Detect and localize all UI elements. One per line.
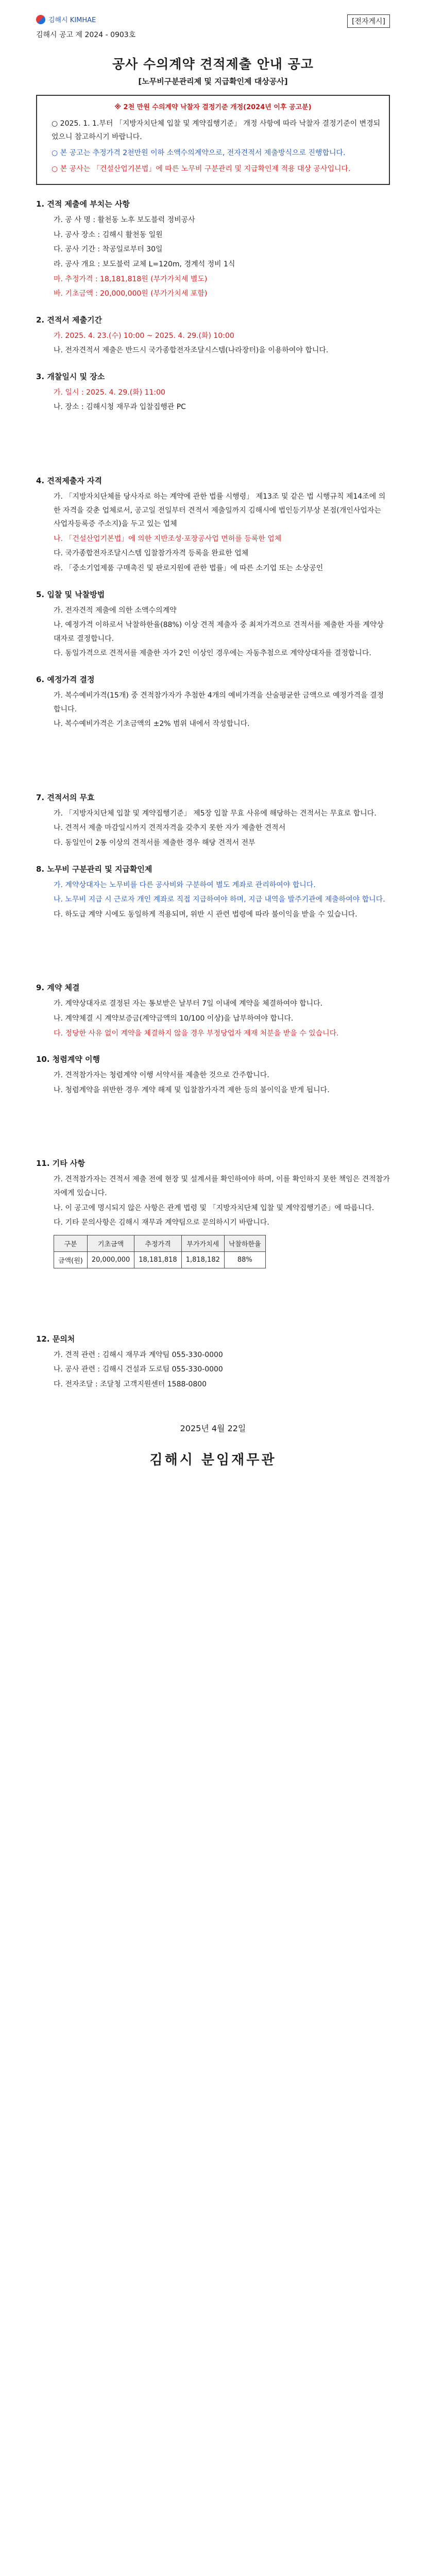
table-cell: 88% <box>224 1251 265 1268</box>
section-item: 나. 장소 : 김해시청 재무과 입찰집행관 PC <box>54 403 186 412</box>
section-heading: 11. 기타 사항 <box>36 1159 85 1168</box>
table-header-cell: 추정가격 <box>134 1235 181 1251</box>
section-item: 다. 기타 문의사항은 김해시 재무과 계약팀으로 문의하시기 바랍니다. <box>54 1218 269 1227</box>
table-row <box>54 1251 266 1268</box>
section-item: 나. 전자견적서 제출은 반드시 국가종합전자조달시스템(나라장터)을 이용하여야 합니다. <box>54 346 329 355</box>
section-item: 가. 견적참가자는 청렴계약 이행 서약서를 제출한 것으로 간주합니다. <box>54 1071 269 1080</box>
section-item: 바. 기초금액 : 20,000,000원 (부가가치세 포함) <box>54 290 208 298</box>
contact-item: 다. 전자조달 : 조달청 고객지원센터 1588-0800 <box>54 1380 207 1388</box>
notice-line: ○ 본 공고는 추정가격 2천만원 이하 소액수의계약으로, 전자견적서 제출방식으로 진행합니다. <box>52 148 346 157</box>
org-logo <box>36 14 135 24</box>
table-header-cell: 기초금액 <box>87 1235 134 1251</box>
section-item: 가. 견적참가자는 견적서 제출 전에 현장 및 설계서를 확인하여야 하며, 이를 확인하지 못한 책임은 견적참가자에게 있습니다. <box>54 1175 390 1197</box>
announcement-date: 2025년 4월 22일 <box>180 1423 246 1434</box>
section-item: 나. 예정가격 이하로서 낙찰하한율(88%) 이상 견적 제출자 중 최저가격으로 견적서를 제출한 자를 계약상대자로 결정합니다. <box>54 621 384 643</box>
notice-box-title: ※ 2천 만원 수의계약 낙찰자 결정기준 개정(2024년 이후 공고분) <box>114 104 312 111</box>
section-item: 다. 하도급 계약 시에도 동일하게 적용되며, 위반 시 관련 법령에 따라 불이익을 받을 수 있습니다. <box>54 910 357 919</box>
section-heading: 4. 견적제출자 자격 <box>36 476 103 486</box>
city-emblem-icon <box>36 15 45 24</box>
section-item: 가. 2025. 4. 23.(수) 10:00 ~ 2025. 4. 29.(화) 10:00 <box>54 331 234 340</box>
section-item: 다. 공사 기간 : 착공일로부터 30일 <box>54 245 163 254</box>
section-item: 다. 국가종합전자조달시스템 입찰참가자격 등록을 완료한 업체 <box>54 549 249 558</box>
section-heading: 3. 개찰일시 및 장소 <box>36 371 105 381</box>
announcement-number: 김해시 공고 제 2024 - 0903호 <box>36 31 136 39</box>
section-item: 나. 이 공고에 명시되지 않은 사항은 관계 법령 및 「지방자치단체 입찰 및 계약집행기준」에 따릅니다. <box>54 1204 374 1212</box>
table-cell: 20,000,000 <box>87 1251 134 1268</box>
section-heading: 6. 예정가격 결정 <box>36 675 95 684</box>
section-item: 나. 견적서 제출 마감일시까지 견적자격을 갖추지 못한 자가 제출한 견적서 <box>54 824 286 833</box>
contact-item: 나. 공사 관련 : 김해시 건설과 도로팀 055-330-0000 <box>54 1365 223 1374</box>
section-item: 다. 정당한 사유 없이 계약을 체결하지 않을 경우 부정당업자 제재 처분을 받을 수 있습니다. <box>54 1029 339 1038</box>
section-item: 나. 계약체결 시 계약보증금(계약금액의 10/100 이상)을 납부하여야 합니다. <box>54 1014 294 1023</box>
section-item: 가. 전자견적 제출에 의한 소액수의계약 <box>54 606 177 615</box>
section-heading: 9. 계약 체결 <box>36 983 80 993</box>
section-item: 마. 추정가격 : 18,181,818원 (부가가치세 별도) <box>54 275 208 283</box>
table-header-cell: 구분 <box>54 1235 88 1251</box>
section-item: 가. 일시 : 2025. 4. 29.(화) 11:00 <box>54 388 165 397</box>
section-item: 가. 복수예비가격(15개) 중 견적참가자가 추첨한 4개의 예비가격을 산술평균한 금액으로 예정가격을 결정합니다. <box>54 691 384 714</box>
page-subtitle: [노무비구분관리제 및 지급확인제 대상공사] <box>138 77 288 86</box>
table-header-cell: 낙찰하한율 <box>224 1235 265 1251</box>
section-item: 가. 「지방자치단체를 당사자로 하는 계약에 관한 법률 시행령」 제13조 및 같은 법 시행규칙 제14조에 의한 자격을 갖춘 업체로서, 공고일 전일부터 견적서 제출일까지 김해시에 법인등기부상 본점(개인사업자는 사업자등록증 주소지)을 두고 있는 업체 <box>54 493 386 529</box>
section-item: 가. 계약상대자로 결정된 자는 통보받은 날부터 7일 이내에 계약을 체결하여야 합니다. <box>54 999 323 1008</box>
table-header-row <box>54 1235 266 1251</box>
contact-item: 가. 견적 관련 : 김해시 재무과 계약팀 055-330-0000 <box>54 1350 223 1359</box>
section-heading: 1. 견적 제출에 부치는 사항 <box>36 199 130 209</box>
section-item: 다. 동일가격으로 견적서를 제출한 자가 2인 이상인 경우에는 자동추첨으로 계약상대자를 결정합니다. <box>54 649 371 658</box>
section-heading: 10. 청렴계약 이행 <box>36 1055 100 1064</box>
section-item: 나. 노무비 지급 시 근로자 개인 계좌로 직접 지급하여야 하며, 지급 내역을 발주기관에 제출하여야 합니다. <box>54 895 385 904</box>
table-cell: 1,818,182 <box>181 1251 224 1268</box>
section-item: 라. 공사 개요 : 보도블럭 교체 L=120m, 경계석 정비 1식 <box>54 260 235 268</box>
table-header-cell: 부가가치세 <box>181 1235 224 1251</box>
public-posting-tag: [전자게시] <box>347 14 390 28</box>
section-item: 가. 계약상대자는 노무비를 다른 공사비와 구분하여 별도 계좌로 관리하여야 합니다. <box>54 880 316 889</box>
notice-box <box>36 95 390 185</box>
section-item: 나. 복수예비가격은 기초금액의 ±2% 범위 내에서 작성합니다. <box>54 720 250 728</box>
document-header <box>36 14 390 40</box>
section-item: 나. 「건설산업기본법」에 의한 지반조성·포장공사업 면허를 등록한 업체 <box>54 534 282 543</box>
table-cell: 18,181,818 <box>134 1251 181 1268</box>
price-table <box>54 1235 266 1268</box>
notice-line: ○ 2025. 1. 1.부터 「지방자치단체 입찰 및 계약집행기준」 개정 사항에 따라 낙찰자 결정기준이 변경되었으니 참고하시기 바랍니다. <box>52 119 381 142</box>
section-item: 나. 공사 장소 : 김해시 활천동 일원 <box>54 230 163 239</box>
section-heading: 7. 견적서의 무효 <box>36 792 95 802</box>
section-heading: 8. 노무비 구분관리 및 지급확인제 <box>36 864 152 874</box>
section-item: 가. 공 사 명 : 활천동 노후 보도블럭 정비공사 <box>54 216 195 225</box>
section-item: 가. 「지방자치단체 입찰 및 계약집행기준」 제5장 입찰 무효 사유에 해당하는 견적서는 무효로 합니다. <box>54 809 377 818</box>
section-item: 다. 동일인이 2통 이상의 견적서를 제출한 경우 해당 견적서 전부 <box>54 838 255 847</box>
section-item: 나. 청렴계약을 위반한 경우 계약 해제 및 입찰참가자격 제한 등의 불이익을 받게 됩니다. <box>54 1086 330 1094</box>
section-heading: 2. 견적서 제출기간 <box>36 315 103 325</box>
signer-name: 김해시 분임재무관 <box>149 1452 277 1468</box>
section-heading: 5. 입찰 및 낙찰방법 <box>36 589 105 599</box>
notice-line: ○ 본 공사는 「건설산업기본법」에 따른 노무비 구분관리 및 지급확인제 적용 대상 공사입니다. <box>52 164 351 173</box>
org-logo-text: 김해시 KIMHAE <box>48 16 96 24</box>
section-item: 라. 「중소기업제품 구매촉진 및 판로지원에 관한 법률」에 따른 소기업 또는 소상공인 <box>54 564 323 573</box>
table-cell: 금액(원) <box>54 1251 88 1268</box>
page-title: 공사 수의계약 견적제출 안내 공고 <box>112 57 314 72</box>
section-heading: 12. 문의처 <box>36 1334 75 1344</box>
